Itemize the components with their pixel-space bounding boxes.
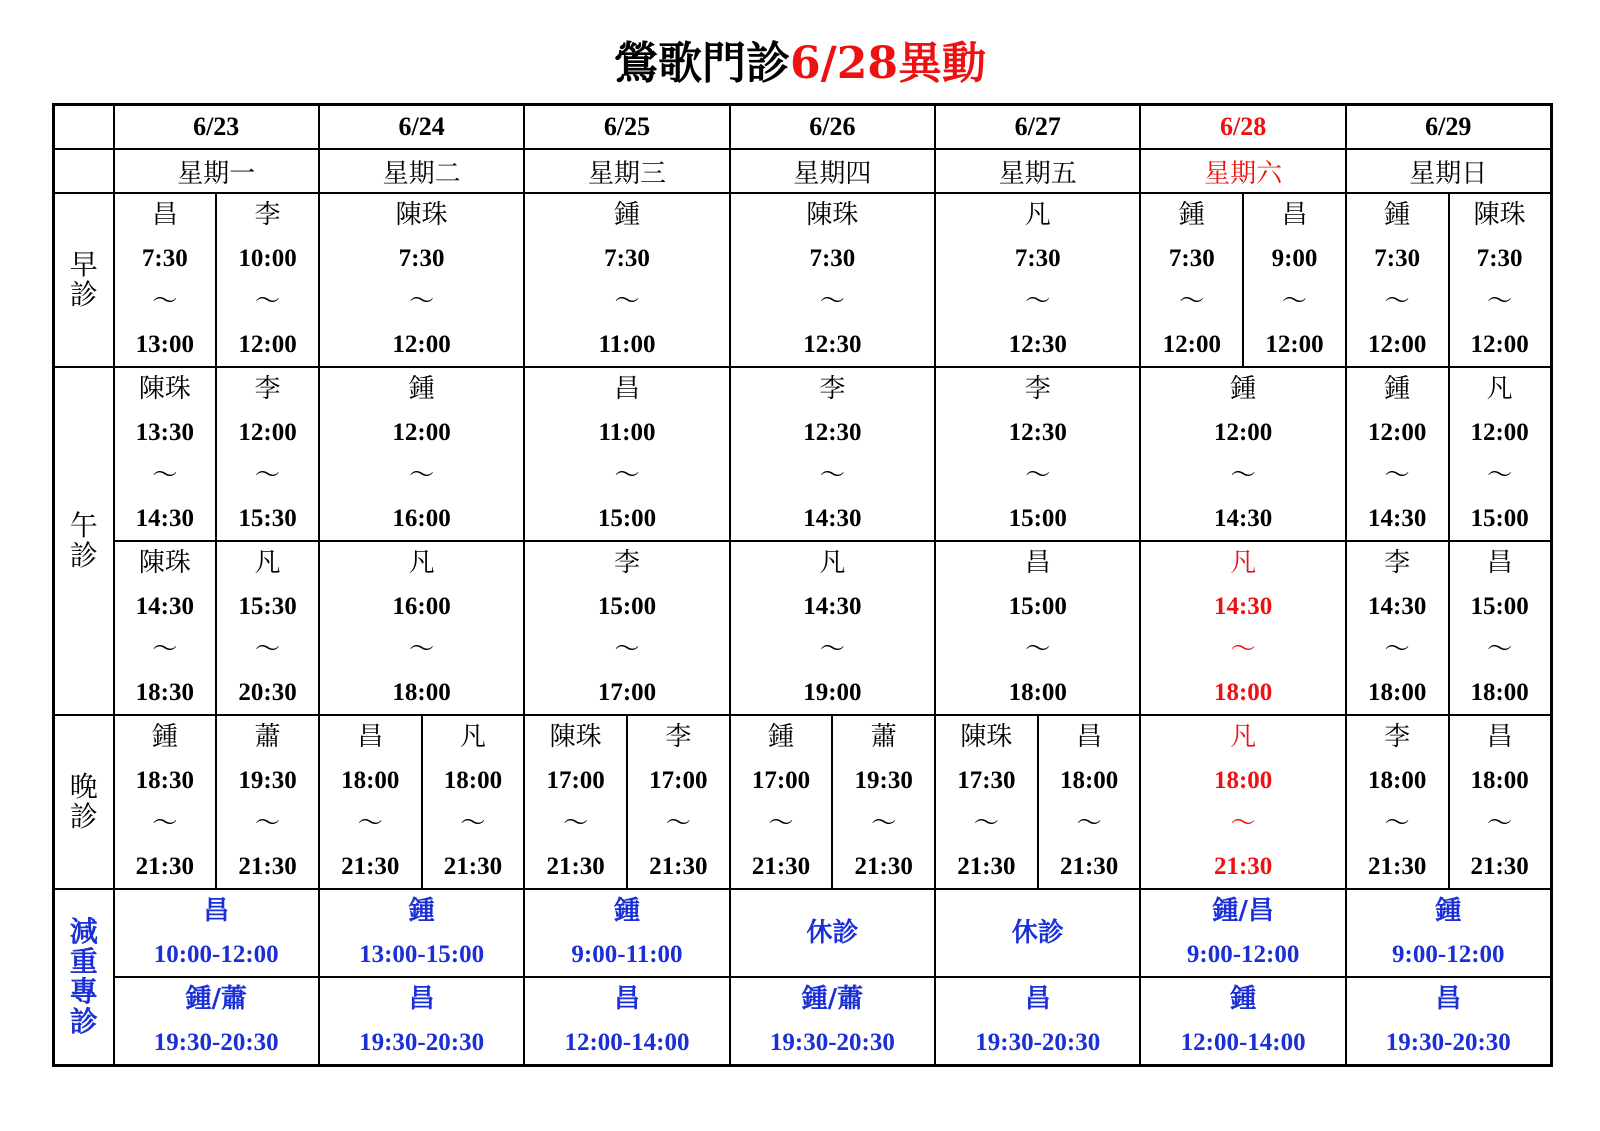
doctor-name: 凡 <box>1024 200 1051 230</box>
doctor-name: 李 <box>613 548 640 578</box>
end-time: 21:30 <box>957 853 1016 880</box>
clinic-slot <box>1140 541 1345 715</box>
start-time: 18:00 <box>1213 767 1273 794</box>
session-label-text: 晚診 <box>69 770 98 833</box>
doctor-name: 凡 <box>819 548 846 578</box>
start-time: 11:00 <box>598 419 656 446</box>
start-time: 12:00 <box>392 419 451 446</box>
row-afternoon1 <box>54 367 1552 541</box>
range-separator: ～ <box>152 462 178 489</box>
end-time: 14:30 <box>1368 505 1427 532</box>
range-separator: ～ <box>409 288 435 315</box>
range-separator: ～ <box>409 462 435 489</box>
clinic-slot <box>1346 541 1449 715</box>
range-separator: ～ <box>1487 636 1513 663</box>
clinic-slot <box>1140 193 1243 367</box>
end-time: 21:30 <box>238 853 297 880</box>
range-separator: ～ <box>1384 636 1410 663</box>
clinic-slot <box>216 715 319 889</box>
date-cell: 6/28 <box>1140 105 1345 150</box>
time-range: 19:30-20:30 <box>769 1029 895 1056</box>
session-label-text: 減重專診 <box>69 915 98 1038</box>
time-range: 19:30-20:30 <box>1385 1029 1511 1056</box>
clinic-slot <box>935 541 1140 715</box>
start-time: 18:30 <box>135 767 194 794</box>
clinic-slot <box>1449 715 1552 889</box>
clinic-slot <box>1346 193 1449 367</box>
doctor-name: 凡 <box>1230 722 1257 752</box>
start-time: 7:30 <box>141 245 188 272</box>
corner-cell <box>54 149 114 193</box>
clinic-slot <box>114 193 217 367</box>
start-time: 7:30 <box>604 245 650 272</box>
weight-clinic-slot <box>319 889 524 977</box>
title-main: 鶯歌門診 <box>614 38 791 89</box>
weight-clinic-slot <box>730 977 935 1066</box>
clinic-slot <box>319 541 524 715</box>
clinic-schedule-table <box>52 103 1553 1067</box>
weekday-cell: 星期一 <box>114 149 319 193</box>
session-label-evening <box>54 715 114 889</box>
doctor-name: 陳珠 <box>549 722 602 752</box>
doctor-name: 鍾 <box>1384 374 1411 404</box>
weight-clinic-slot <box>524 977 729 1066</box>
end-time: 21:30 <box>1368 853 1427 880</box>
end-time: 21:30 <box>751 853 811 880</box>
doctor-name: 李 <box>1024 374 1051 404</box>
end-time: 21:30 <box>135 853 194 880</box>
doctor-name: 昌 <box>1076 722 1103 752</box>
doctor-name: 李 <box>254 200 281 230</box>
start-time: 14:30 <box>803 593 862 620</box>
weight-clinic-slot <box>1140 977 1345 1066</box>
doctor-name: 陳珠 <box>806 200 859 230</box>
start-time: 13:30 <box>135 419 194 446</box>
start-time: 16:00 <box>392 593 451 620</box>
end-time: 15:00 <box>1470 505 1529 532</box>
end-time: 12:00 <box>1470 331 1529 358</box>
clinic-slot <box>1038 715 1141 889</box>
clinic-slot <box>1449 541 1552 715</box>
start-time: 7:30 <box>1476 245 1523 272</box>
range-separator: ～ <box>152 810 178 837</box>
doctor-name: 鍾 <box>1384 200 1411 230</box>
doctor-name: 鍾 <box>408 374 435 404</box>
end-time: 12:00 <box>1162 331 1221 358</box>
doctor-name: 凡 <box>408 548 435 578</box>
session-label-morning <box>54 193 114 367</box>
start-time: 14:30 <box>1368 593 1427 620</box>
start-time: 12:00 <box>1213 419 1273 446</box>
start-time: 18:00 <box>443 767 503 794</box>
range-separator: ～ <box>255 462 281 489</box>
start-time: 17:00 <box>546 767 605 794</box>
end-time: 18:30 <box>135 679 194 706</box>
clinic-slot <box>730 541 935 715</box>
start-time: 10:00 <box>238 245 297 272</box>
doctor-name: 陳珠 <box>138 374 191 404</box>
date-cell: 6/26 <box>730 105 935 150</box>
weekday-cell: 星期日 <box>1346 149 1551 193</box>
range-separator: ～ <box>460 810 486 837</box>
clinic-slot <box>1140 367 1345 541</box>
range-separator: ～ <box>1025 288 1051 315</box>
end-time: 12:00 <box>392 331 451 358</box>
date-cell: 6/25 <box>524 105 729 150</box>
doctor-name: 鍾 <box>613 200 640 230</box>
start-time: 9:00 <box>1271 245 1318 272</box>
range-separator: ～ <box>871 810 897 837</box>
start-time: 17:00 <box>751 767 811 794</box>
clinic-slot <box>524 193 729 367</box>
weight-clinic-slot <box>319 977 524 1066</box>
clinic-slot <box>1449 193 1552 367</box>
start-time: 14:30 <box>1213 593 1273 620</box>
start-time: 15:00 <box>1470 593 1529 620</box>
doctor-name: 陳珠 <box>960 722 1013 752</box>
range-separator: ～ <box>1076 810 1102 837</box>
weekday-cell: 星期二 <box>319 149 524 193</box>
start-time: 7:30 <box>1374 245 1421 272</box>
range-separator: ～ <box>1230 810 1256 837</box>
end-time: 17:00 <box>597 679 657 706</box>
start-time: 17:00 <box>649 767 708 794</box>
weekday-cell: 星期三 <box>524 149 729 193</box>
doctor-name: 昌 <box>1435 984 1462 1014</box>
weight-clinic-slot <box>935 889 1140 977</box>
end-time: 21:30 <box>546 853 605 880</box>
doctor-name: 陳珠 <box>1473 200 1526 230</box>
start-time: 18:00 <box>1059 767 1119 794</box>
end-time: 12:00 <box>1265 331 1324 358</box>
date-header-row <box>54 105 1552 150</box>
date-cell: 6/24 <box>319 105 524 150</box>
clinic-slot <box>319 715 422 889</box>
range-separator: ～ <box>1384 810 1410 837</box>
range-separator: ～ <box>152 288 178 315</box>
clinic-slot <box>935 367 1140 541</box>
range-separator: ～ <box>1230 462 1256 489</box>
clinic-slot <box>524 715 627 889</box>
date-cell: 6/29 <box>1346 105 1551 150</box>
end-time: 14:30 <box>135 505 194 532</box>
time-range: 12:00-14:00 <box>564 1029 690 1056</box>
end-time: 16:00 <box>392 505 451 532</box>
end-time: 21:30 <box>341 853 400 880</box>
start-time: 17:30 <box>957 767 1016 794</box>
doctor-name: 鍾/蕭 <box>801 984 864 1014</box>
end-time: 13:00 <box>135 331 194 358</box>
time-range: 10:00-12:00 <box>153 941 279 968</box>
doctor-name: 昌 <box>1024 548 1051 578</box>
end-time: 15:00 <box>597 505 657 532</box>
end-time: 21:30 <box>854 853 913 880</box>
clinic-slot <box>524 541 729 715</box>
start-time: 19:30 <box>238 767 297 794</box>
end-time: 18:00 <box>1470 679 1529 706</box>
start-time: 7:30 <box>1014 245 1061 272</box>
clinic-slot <box>730 715 833 889</box>
doctor-name: 昌 <box>1024 984 1051 1014</box>
doctor-name: 凡 <box>254 548 281 578</box>
clinic-slot <box>1449 367 1552 541</box>
date-cell: 6/23 <box>114 105 319 150</box>
start-time: 7:30 <box>1168 245 1215 272</box>
end-time: 21:30 <box>1059 853 1119 880</box>
clinic-slot <box>627 715 730 889</box>
end-time: 12:30 <box>1008 331 1067 358</box>
range-separator: ～ <box>1487 462 1513 489</box>
end-time: 21:30 <box>649 853 708 880</box>
range-separator: ～ <box>1179 288 1205 315</box>
clinic-slot <box>1346 715 1449 889</box>
range-separator: ～ <box>255 288 281 315</box>
weight-clinic-slot <box>935 977 1140 1066</box>
start-time: 18:00 <box>1470 767 1529 794</box>
range-separator: ～ <box>1487 810 1513 837</box>
weight-clinic-slot <box>114 977 319 1066</box>
end-time: 14:30 <box>803 505 862 532</box>
clinic-slot <box>422 715 525 889</box>
doctor-name: 鍾 <box>1230 374 1257 404</box>
time-range: 9:00-12:00 <box>1392 941 1505 968</box>
clinic-slot <box>524 367 729 541</box>
clinic-slot <box>216 541 319 715</box>
range-separator: ～ <box>819 288 845 315</box>
range-separator: ～ <box>1384 288 1410 315</box>
doctor-name: 李 <box>254 374 281 404</box>
session-label-text: 早診 <box>69 248 98 311</box>
start-time: 15:30 <box>238 593 297 620</box>
start-time: 12:30 <box>803 419 862 446</box>
doctor-name: 昌 <box>613 984 640 1014</box>
start-time: 19:30 <box>854 767 913 794</box>
clinic-slot <box>935 715 1038 889</box>
schedule-body <box>54 105 1552 1066</box>
doctor-name: 鍾 <box>768 722 795 752</box>
weight-clinic-slot <box>1346 889 1551 977</box>
doctor-name: 李 <box>1384 722 1411 752</box>
doctor-name: 鍾 <box>1178 200 1205 230</box>
doctor-name: 鍾/昌 <box>1212 896 1274 926</box>
date-cell: 6/27 <box>935 105 1140 150</box>
range-separator: ～ <box>409 636 435 663</box>
clinic-slot <box>1140 715 1345 889</box>
weight-clinic-slot <box>114 889 319 977</box>
start-time: 12:00 <box>238 419 297 446</box>
weekday-header-row <box>54 149 1552 193</box>
clinic-slot <box>216 367 319 541</box>
clinic-slot <box>935 193 1140 367</box>
time-range: 19:30-20:30 <box>975 1029 1101 1056</box>
doctor-name: 鍾 <box>408 896 435 926</box>
doctor-name: 休診 <box>806 917 859 948</box>
time-range: 12:00-14:00 <box>1180 1029 1306 1056</box>
doctor-name: 休診 <box>1011 917 1064 948</box>
start-time: 15:00 <box>597 593 657 620</box>
end-time: 18:00 <box>1213 679 1273 706</box>
range-separator: ～ <box>152 636 178 663</box>
time-range: 13:00-15:00 <box>359 941 485 968</box>
clinic-slot <box>114 541 217 715</box>
weight-clinic-slot <box>524 889 729 977</box>
weekday-cell: 星期四 <box>730 149 935 193</box>
doctor-name: 鍾 <box>613 896 640 926</box>
end-time: 12:00 <box>238 331 297 358</box>
doctor-name: 李 <box>665 722 692 752</box>
start-time: 18:00 <box>1368 767 1427 794</box>
clinic-slot <box>730 193 935 367</box>
end-time: 18:00 <box>1368 679 1427 706</box>
end-time: 12:00 <box>1368 331 1427 358</box>
weight-clinic-slot <box>1346 977 1551 1066</box>
start-time: 15:00 <box>1008 593 1067 620</box>
doctor-name: 凡 <box>1486 374 1513 404</box>
range-separator: ～ <box>665 810 691 837</box>
corner-cell <box>54 105 114 150</box>
range-separator: ～ <box>973 810 999 837</box>
doctor-name: 凡 <box>459 722 486 752</box>
clinic-slot <box>114 715 217 889</box>
doctor-name: 鍾 <box>151 722 178 752</box>
doctor-name: 凡 <box>1230 548 1257 578</box>
row-evening <box>54 715 1552 889</box>
start-time: 7:30 <box>809 245 856 272</box>
range-separator: ～ <box>1230 636 1256 663</box>
weekday-cell: 星期六 <box>1140 149 1345 193</box>
doctor-name: 昌 <box>408 984 435 1014</box>
session-label-afternoon <box>54 367 114 715</box>
start-time: 14:30 <box>135 593 194 620</box>
range-separator: ～ <box>614 636 640 663</box>
range-separator: ～ <box>819 462 845 489</box>
range-separator: ～ <box>255 810 281 837</box>
end-time: 19:00 <box>803 679 862 706</box>
end-time: 11:00 <box>598 331 656 358</box>
row-weight1 <box>54 889 1552 977</box>
start-time: 12:30 <box>1008 419 1067 446</box>
range-separator: ～ <box>1487 288 1513 315</box>
session-label-text: 午診 <box>69 509 98 572</box>
doctor-name: 昌 <box>357 722 384 752</box>
row-weight2 <box>54 977 1552 1066</box>
doctor-name: 鍾 <box>1435 896 1462 926</box>
row-afternoon2 <box>54 541 1552 715</box>
doctor-name: 鍾/蕭 <box>185 984 247 1014</box>
time-range: 19:30-20:30 <box>359 1029 485 1056</box>
doctor-name: 昌 <box>613 374 640 404</box>
doctor-name: 昌 <box>203 896 230 926</box>
clinic-slot <box>730 367 935 541</box>
doctor-name: 鍾 <box>1230 984 1257 1014</box>
range-separator: ～ <box>614 462 640 489</box>
end-time: 18:00 <box>1008 679 1067 706</box>
clinic-slot <box>832 715 935 889</box>
end-time: 14:30 <box>1213 505 1273 532</box>
clinic-slot <box>114 367 217 541</box>
doctor-name: 李 <box>1384 548 1411 578</box>
time-range: 9:00-11:00 <box>571 941 683 968</box>
doctor-name: 昌 <box>151 200 178 230</box>
clinic-slot <box>216 193 319 367</box>
doctor-name: 蕭 <box>254 722 281 752</box>
clinic-slot <box>319 193 524 367</box>
start-time: 18:00 <box>341 767 400 794</box>
range-separator: ～ <box>563 810 589 837</box>
start-time: 12:00 <box>1368 419 1427 446</box>
end-time: 15:30 <box>238 505 297 532</box>
range-separator: ～ <box>819 636 845 663</box>
time-range: 19:30-20:30 <box>153 1029 279 1056</box>
end-time: 21:30 <box>1470 853 1529 880</box>
doctor-name: 蕭 <box>870 722 897 752</box>
time-range: 9:00-12:00 <box>1186 941 1300 968</box>
doctor-name: 李 <box>819 374 846 404</box>
end-time: 18:00 <box>392 679 451 706</box>
range-separator: ～ <box>255 636 281 663</box>
end-time: 20:30 <box>238 679 297 706</box>
doctor-name: 昌 <box>1281 200 1308 230</box>
doctor-name: 昌 <box>1486 722 1513 752</box>
range-separator: ～ <box>1025 636 1051 663</box>
end-time: 21:30 <box>1213 853 1273 880</box>
page-title <box>0 36 1600 92</box>
end-time: 12:30 <box>803 331 862 358</box>
clinic-slot <box>1243 193 1346 367</box>
weight-clinic-slot <box>1140 889 1345 977</box>
range-separator: ～ <box>1281 288 1307 315</box>
doctor-name: 昌 <box>1486 548 1513 578</box>
range-separator: ～ <box>768 810 794 837</box>
range-separator: ～ <box>357 810 383 837</box>
weekday-cell: 星期五 <box>935 149 1140 193</box>
range-separator: ～ <box>1025 462 1051 489</box>
start-time: 12:00 <box>1470 419 1529 446</box>
doctor-name: 陳珠 <box>138 548 191 578</box>
doctor-name: 陳珠 <box>395 200 448 230</box>
start-time: 7:30 <box>398 245 445 272</box>
clinic-slot <box>1346 367 1449 541</box>
weight-clinic-slot <box>730 889 935 977</box>
end-time: 15:00 <box>1008 505 1067 532</box>
row-morning <box>54 193 1552 367</box>
clinic-slot <box>319 367 524 541</box>
range-separator: ～ <box>1384 462 1410 489</box>
session-label-weight <box>54 889 114 1066</box>
end-time: 21:30 <box>443 853 503 880</box>
range-separator: ～ <box>614 288 640 315</box>
title-accent: 6/28異動 <box>790 38 986 89</box>
